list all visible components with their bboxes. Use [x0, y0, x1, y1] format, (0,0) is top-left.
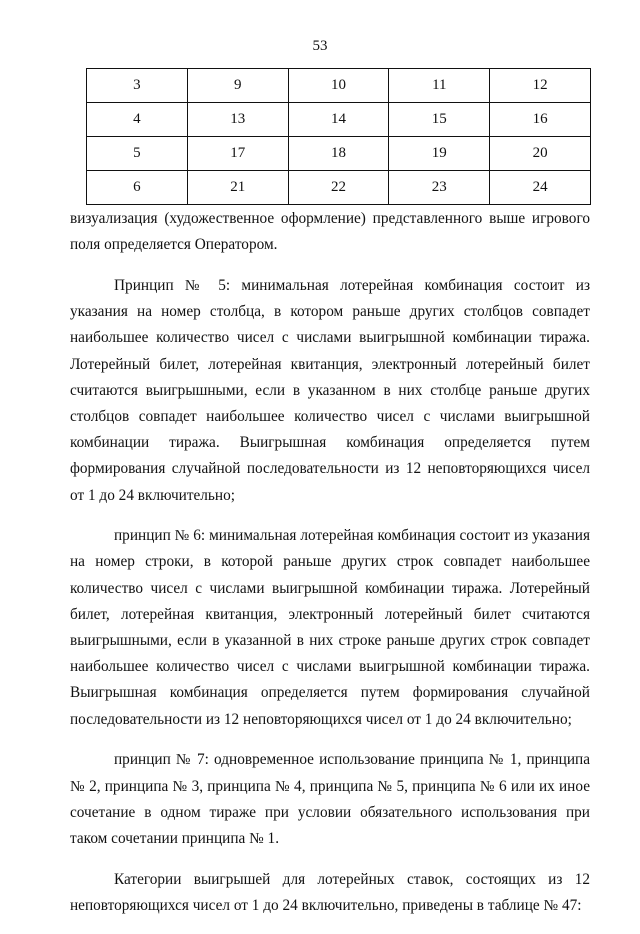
- table-row: [87, 103, 591, 137]
- table-cell: 13: [187, 103, 288, 137]
- table-cell: 6: [87, 171, 188, 205]
- paragraph: Принцип № 5: минимальная лотерейная комбинация состоит из указания на номер столбца, в котором раньше других столбцов совпадет наибольшее количество чисел с числами выигрышной комбинации тиража. Лотерейный билет, лотерейная квитанция, электронный лотерейный билет считаются выигрышными, если в указанном в них столбце раньше других столбцов совпадет наибольшее количество чисел с числами выигрышной комбинации тиража. Выигрышная комбинация определяется путем формирования случайной последовательности из 12 неповторяющихся чисел от 1 до 24 включительно;: [70, 276, 590, 504]
- table-row: [87, 137, 591, 171]
- table-cell: 19: [389, 137, 490, 171]
- table-cell: 15: [389, 103, 490, 137]
- table-cell: 12: [490, 69, 591, 103]
- table-cell: 18: [288, 137, 389, 171]
- table-cell: 23: [389, 171, 490, 205]
- table-cell: 9: [187, 69, 288, 103]
- table-row: [87, 171, 591, 205]
- paragraph: принцип № 7: одновременное использование принципа № 1, принципа № 2, принципа № 3, принципа № 4, принципа № 5, принципа № 6 или их иное сочетание в одном тираже при условии обязательного использования при таком сочетании принципа № 1.: [70, 751, 590, 847]
- table-cell: 3: [87, 69, 188, 103]
- table-cell: 16: [490, 103, 591, 137]
- body-text: [70, 206, 590, 934]
- table-cell: 22: [288, 171, 389, 205]
- table-cell: 5: [87, 137, 188, 171]
- table-cell: 21: [187, 171, 288, 205]
- table-cell: 24: [490, 171, 591, 205]
- table-cell: 14: [288, 103, 389, 137]
- table-cell: 20: [490, 137, 591, 171]
- game-field-table: [86, 68, 591, 205]
- paragraph: Категории выигрышей для лотерейных ставок, состоящих из 12 неповторяющихся чисел от 1 до 24 включительно, приведены в таблице № 47:: [70, 870, 590, 914]
- table-cell: 4: [87, 103, 188, 137]
- paragraph: визуализация (художественное оформление) представленного выше игрового поля определяется Оператором.: [70, 210, 590, 254]
- table-cell: 17: [187, 137, 288, 171]
- table-cell: 11: [389, 69, 490, 103]
- page-number: 53: [312, 38, 328, 54]
- table-row: [87, 69, 591, 103]
- paragraph: принцип № 6: минимальная лотерейная комбинация состоит из указания на номер строки, в которой раньше других строк совпадет наибольшее количество чисел с числами выигрышной комбинации тиража. Лотерейный билет, лотерейная квитанция, электронный лотерейный билет считаются выигрышными, если в указанной в них строке раньше других строк совпадет наибольшее количество чисел с числами выигрышной комбинации тиража. Выигрышная комбинация определяется путем формирования случайной последовательности из 12 неповторяющихся чисел от 1 до 24 включительно;: [70, 527, 590, 728]
- table-cell: 10: [288, 69, 389, 103]
